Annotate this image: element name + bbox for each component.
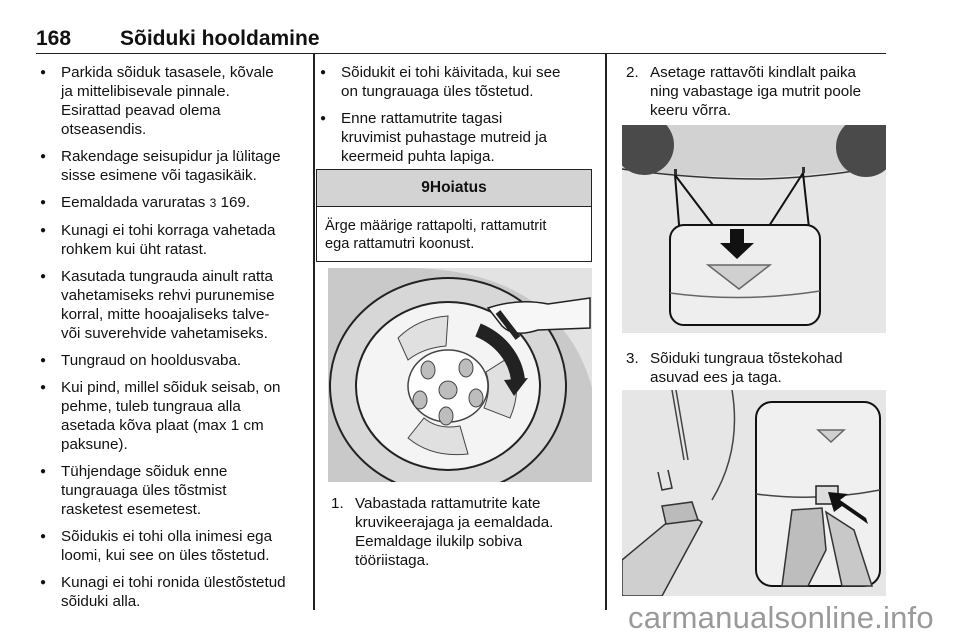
list-item: ● Parkida sõiduk tasasele, kõvale ja mittelibisevale pinnale. Esirattad peavad olema otseasendis. [36, 63, 308, 139]
list-item: ● Kui pind, millel sõiduk seisab, on pehme, tuleb tungraua alla asetada kõva plaat (max 1 cm paksune). [36, 378, 308, 454]
jack-point-marker-illustration [622, 125, 886, 333]
warning-heading: 9Hoiatus [317, 170, 591, 207]
warning-box [316, 169, 592, 262]
step-number: 3. [626, 350, 639, 367]
list-item: ● Kasutada tungrauda ainult ratta vahetamiseks rehvi purunemise korral, mitte hooajaliseks talve- või suverehvide vahetamiseks. [36, 267, 308, 343]
wheel-cover-illustration [328, 268, 592, 482]
list-item: ● Sõidukit ei tohi käivitada, kui see on tungrauaga üles tõstetud. [316, 63, 598, 101]
column-2 [316, 63, 598, 174]
list-item: ● Kunagi ei tohi korraga vahetada rohkem kui üht ratast. [36, 221, 308, 259]
column-divider [605, 54, 607, 610]
list-item: ● Sõidukis ei tohi olla inimesi ega loomi, kui see on üles tõstetud. [36, 527, 308, 565]
step-text: Vabastada rattamutrite kate kruvikeerajaga ja eemaldada. Eemaldage ilukilp sobiva tööriistaga. [355, 495, 554, 569]
watermark: carmanualsonline.info [628, 600, 934, 635]
step-1 [331, 494, 596, 570]
page-number: 168 [36, 27, 72, 50]
step-2 [626, 63, 886, 120]
list-item: ● Rakendage seisupidur ja lülitage sisse esimene või tagasikäik. [36, 147, 308, 185]
list-item: ● Tühjendage sõiduk enne tungrauaga üles tõstmist rasketest esemetest. [36, 462, 308, 519]
step-number: 2. [626, 64, 639, 81]
jack-placement-illustration [622, 390, 886, 596]
page-header [36, 27, 886, 54]
warning-triangle-icon: 9 [421, 179, 430, 196]
warning-text: Ärge määrige rattapolti, rattamutrit ega rattamutri koonust. [325, 218, 547, 252]
column-divider [313, 54, 315, 610]
step-3 [626, 349, 886, 387]
cross-reference-arrow-icon: 3 [209, 196, 217, 210]
step-text: Asetage rattavõti kindlalt paika ning vabastage iga mutrit poole keeru võrra. [650, 64, 862, 119]
list-item: ● Kunagi ei tohi ronida ülestõstetud sõiduki alla. [36, 573, 308, 611]
list-item: ● Eemaldada varuratas 3 169. [36, 193, 308, 213]
column-1 [36, 63, 308, 619]
page-title: Sõiduki hooldamine [120, 27, 320, 50]
cross-reference-link[interactable]: 169. [220, 194, 251, 211]
step-text: Sõiduki tungraua tõstekohad asuvad ees ja taga. [650, 350, 843, 386]
step-number: 1. [331, 495, 344, 512]
list-item: ● Tungraud on hooldusvaba. [36, 351, 308, 370]
list-item: ● Enne rattamutrite tagasi kruvimist puhastage mutreid ja keermeid puhta lapiga. [316, 109, 598, 166]
